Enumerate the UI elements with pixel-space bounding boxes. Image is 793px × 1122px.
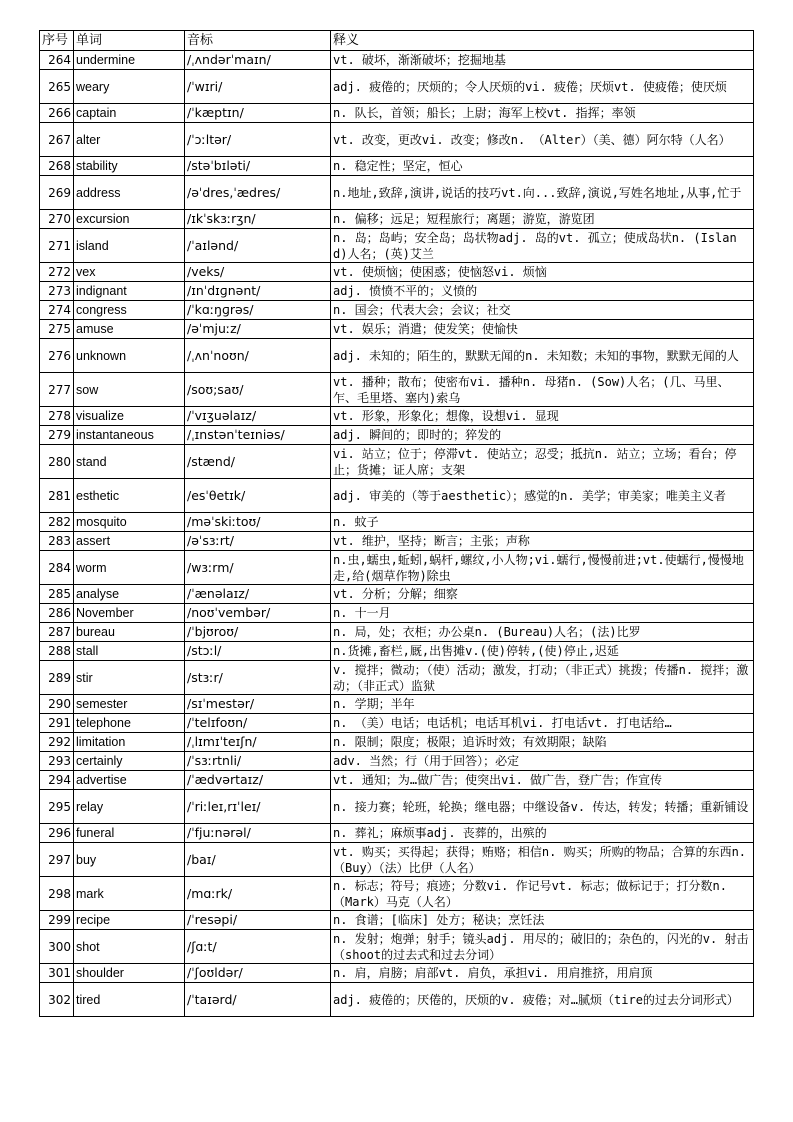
- table-row: [40, 51, 754, 70]
- entry-phonetic: /ˌɪnstənˈteɪniəs/: [185, 426, 331, 445]
- table-row: [40, 771, 754, 790]
- entry-definition: n. 学期；半年: [331, 695, 754, 714]
- table-row: [40, 661, 754, 695]
- header-row: [40, 31, 754, 51]
- entry-definition: n. 限制；限度；极限；追诉时效；有效期限；缺陷: [331, 733, 754, 752]
- entry-phonetic: /ˈɔːltər/: [185, 123, 331, 157]
- entry-definition: n. 国会；代表大会；会议；社交: [331, 301, 754, 320]
- entry-number: 292: [40, 733, 74, 752]
- entry-phonetic: /ˈænəlaɪz/: [185, 585, 331, 604]
- entry-definition: vt. 播种；散布；使密布vi. 播种n. 母猪n. (Sow)人名；(几、马里、乍、毛里塔、塞内)索乌: [331, 373, 754, 407]
- entry-phonetic: /ˈkɑːŋɡrəs/: [185, 301, 331, 320]
- entry-number: 283: [40, 532, 74, 551]
- entry-number: 291: [40, 714, 74, 733]
- entry-number: 278: [40, 407, 74, 426]
- entry-number: 270: [40, 210, 74, 229]
- entry-word: telephone: [74, 714, 185, 733]
- entry-word: relay: [74, 790, 185, 824]
- entry-phonetic: /ˈsɜːrtnli/: [185, 752, 331, 771]
- entry-word: undermine: [74, 51, 185, 70]
- header-definition: 释义: [331, 31, 754, 51]
- entry-definition: vt. 分析；分解；细察: [331, 585, 754, 604]
- entry-definition: vt. 改变，更改vi. 改变；修改n. （Alter）（美、德）阿尔特（人名）: [331, 123, 754, 157]
- entry-phonetic: /ˈwɪri/: [185, 70, 331, 104]
- entry-word: mark: [74, 877, 185, 911]
- entry-number: 264: [40, 51, 74, 70]
- entry-phonetic: /baɪ/: [185, 843, 331, 877]
- entry-definition: vi. 站立；位于；停滞vt. 使站立；忍受；抵抗n. 站立；立场；看台；停止；货摊；证人席；支架: [331, 445, 754, 479]
- entry-word: limitation: [74, 733, 185, 752]
- entry-word: stir: [74, 661, 185, 695]
- entry-word: captain: [74, 104, 185, 123]
- header-word: 单词: [74, 31, 185, 51]
- entry-phonetic: /ɪnˈdɪɡnənt/: [185, 282, 331, 301]
- entry-number: 276: [40, 339, 74, 373]
- entry-phonetic: /sɪˈmestər/: [185, 695, 331, 714]
- entry-definition: adj. 瞬间的；即时的；猝发的: [331, 426, 754, 445]
- entry-definition: n.地址,致辞,演讲,说话的技巧vt.向...致辞,演说,写姓名地址,从事,忙于: [331, 176, 754, 210]
- table-row: [40, 714, 754, 733]
- entry-number: 274: [40, 301, 74, 320]
- table-row: [40, 790, 754, 824]
- entry-definition: adj. 未知的；陌生的，默默无闻的n. 未知数；未知的事物，默默无闻的人: [331, 339, 754, 373]
- entry-word: analyse: [74, 585, 185, 604]
- entry-definition: vt. 破坏，渐渐破坏；挖掘地基: [331, 51, 754, 70]
- table-row: [40, 229, 754, 263]
- entry-phonetic: /noʊˈvembər/: [185, 604, 331, 623]
- entry-phonetic: /stəˈbɪləti/: [185, 157, 331, 176]
- entry-number: 281: [40, 479, 74, 513]
- entry-word: recipe: [74, 911, 185, 930]
- entry-number: 287: [40, 623, 74, 642]
- entry-phonetic: /stænd/: [185, 445, 331, 479]
- entry-phonetic: /ˌʌndərˈmaɪn/: [185, 51, 331, 70]
- entry-phonetic: /ˈædvərtaɪz/: [185, 771, 331, 790]
- entry-definition: vt. 购买；买得起；获得；贿赂；相信n. 购买；所购的物品；合算的东西n. （Buy）（法）比伊（人名）: [331, 843, 754, 877]
- table-row: [40, 263, 754, 282]
- entry-number: 286: [40, 604, 74, 623]
- entry-number: 285: [40, 585, 74, 604]
- entry-word: advertise: [74, 771, 185, 790]
- entry-phonetic: /əˈmjuːz/: [185, 320, 331, 339]
- entry-phonetic: /ɪkˈskɜːrʒn/: [185, 210, 331, 229]
- table-row: [40, 733, 754, 752]
- table-row: [40, 123, 754, 157]
- entry-word: stability: [74, 157, 185, 176]
- entry-number: 288: [40, 642, 74, 661]
- entry-number: 301: [40, 964, 74, 983]
- entry-word: worm: [74, 551, 185, 585]
- table-body: [40, 51, 754, 1017]
- entry-definition: n.虫,蠕虫,蚯蚓,蜗杆,螺纹,小人物;vi.蠕行,慢慢前进;vt.使蠕行,慢慢地走,给(烟草作物)除虫: [331, 551, 754, 585]
- entry-phonetic: /ˈkæptɪn/: [185, 104, 331, 123]
- entry-word: amuse: [74, 320, 185, 339]
- table-row: [40, 585, 754, 604]
- entry-word: shot: [74, 930, 185, 964]
- entry-phonetic: /stɜːr/: [185, 661, 331, 695]
- entry-definition: n. 局，处；衣柜；办公桌n. (Bureau)人名；(法)比罗: [331, 623, 754, 642]
- entry-phonetic: /ˈbjʊroʊ/: [185, 623, 331, 642]
- entry-phonetic: /ˈtaɪərd/: [185, 983, 331, 1017]
- entry-definition: n. 接力赛；轮班，轮换；继电器；中继设备v. 传达，转发；转播；重新铺设: [331, 790, 754, 824]
- entry-phonetic: /ˌʌnˈnoʊn/: [185, 339, 331, 373]
- table-row: [40, 320, 754, 339]
- entry-number: 265: [40, 70, 74, 104]
- entry-phonetic: /əˈdres,ˈædres/: [185, 176, 331, 210]
- table-row: [40, 104, 754, 123]
- entry-definition: n. 稳定性；坚定，恒心: [331, 157, 754, 176]
- table-row: [40, 373, 754, 407]
- entry-number: 297: [40, 843, 74, 877]
- table-row: [40, 301, 754, 320]
- entry-phonetic: /ˈresəpi/: [185, 911, 331, 930]
- entry-word: bureau: [74, 623, 185, 642]
- entry-number: 271: [40, 229, 74, 263]
- entry-phonetic: /stɔːl/: [185, 642, 331, 661]
- entry-number: 296: [40, 824, 74, 843]
- table-row: [40, 176, 754, 210]
- entry-number: 299: [40, 911, 74, 930]
- entry-phonetic: /wɜːrm/: [185, 551, 331, 585]
- entry-number: 272: [40, 263, 74, 282]
- entry-number: 290: [40, 695, 74, 714]
- table-row: [40, 877, 754, 911]
- table-row: [40, 824, 754, 843]
- entry-number: 273: [40, 282, 74, 301]
- table-row: [40, 752, 754, 771]
- entry-definition: n. 肩，肩膀；肩部vt. 肩负，承担vi. 用肩推挤，用肩顶: [331, 964, 754, 983]
- entry-word: certainly: [74, 752, 185, 771]
- entry-phonetic: /ˈfjuːnərəl/: [185, 824, 331, 843]
- entry-phonetic: /ˈtelɪfoʊn/: [185, 714, 331, 733]
- table-row: [40, 551, 754, 585]
- table-row: [40, 695, 754, 714]
- entry-definition: adv. 当然；行（用于回答）；必定: [331, 752, 754, 771]
- entry-definition: v. 搅拌；微动；（使）活动；激发，打动；（非正式）挑拨；传播n. 搅拌；激动；（非正式）监狱: [331, 661, 754, 695]
- entry-definition: adj. 疲倦的；厌倦的，厌烦的v. 疲倦；对…腻烦（tire的过去分词形式）: [331, 983, 754, 1017]
- table-row: [40, 210, 754, 229]
- entry-number: 300: [40, 930, 74, 964]
- table-row: [40, 426, 754, 445]
- entry-number: 266: [40, 104, 74, 123]
- entry-word: congress: [74, 301, 185, 320]
- entry-number: 293: [40, 752, 74, 771]
- entry-definition: vt. 娱乐；消遣；使发笑；使愉快: [331, 320, 754, 339]
- entry-word: unknown: [74, 339, 185, 373]
- header-phonetic: 音标: [185, 31, 331, 51]
- entry-number: 269: [40, 176, 74, 210]
- entry-definition: adj. 愤愤不平的；义愤的: [331, 282, 754, 301]
- entry-word: buy: [74, 843, 185, 877]
- entry-number: 295: [40, 790, 74, 824]
- entry-word: stand: [74, 445, 185, 479]
- table-row: [40, 930, 754, 964]
- entry-definition: adj. 审美的（等于aesthetic）；感觉的n. 美学；审美家；唯美主义者: [331, 479, 754, 513]
- entry-definition: vt. 维护，坚持；断言；主张；声称: [331, 532, 754, 551]
- entry-definition: n. 十一月: [331, 604, 754, 623]
- entry-phonetic: /soʊ;saʊ/: [185, 373, 331, 407]
- entry-word: indignant: [74, 282, 185, 301]
- entry-number: 298: [40, 877, 74, 911]
- entry-number: 284: [40, 551, 74, 585]
- entry-definition: n. 葬礼；麻烦事adj. 丧葬的，出殡的: [331, 824, 754, 843]
- table-row: [40, 282, 754, 301]
- entry-number: 294: [40, 771, 74, 790]
- table-row: [40, 339, 754, 373]
- entry-phonetic: /ˈaɪlənd/: [185, 229, 331, 263]
- entry-word: semester: [74, 695, 185, 714]
- entry-definition: n. （美）电话；电话机；电话耳机vi. 打电话vt. 打电话给…: [331, 714, 754, 733]
- entry-definition: adj. 疲倦的；厌烦的；令人厌烦的vi. 疲倦；厌烦vt. 使疲倦；使厌烦: [331, 70, 754, 104]
- table-row: [40, 964, 754, 983]
- entry-word: esthetic: [74, 479, 185, 513]
- entry-word: assert: [74, 532, 185, 551]
- entry-phonetic: /ˈvɪʒuəlaɪz/: [185, 407, 331, 426]
- table-row: [40, 843, 754, 877]
- entry-word: visualize: [74, 407, 185, 426]
- entry-word: funeral: [74, 824, 185, 843]
- entry-number: 275: [40, 320, 74, 339]
- entry-definition: n. 食谱；[临床] 处方；秘诀；烹饪法: [331, 911, 754, 930]
- entry-phonetic: /ʃɑːt/: [185, 930, 331, 964]
- entry-word: excursion: [74, 210, 185, 229]
- entry-phonetic: /ˈʃoʊldər/: [185, 964, 331, 983]
- entry-word: stall: [74, 642, 185, 661]
- entry-phonetic: /əˈsɜːrt/: [185, 532, 331, 551]
- entry-word: sow: [74, 373, 185, 407]
- entry-number: 268: [40, 157, 74, 176]
- entry-phonetic: /məˈskiːtoʊ/: [185, 513, 331, 532]
- entry-number: 279: [40, 426, 74, 445]
- entry-definition: vt. 通知；为…做广告；使突出vi. 做广告，登广告；作宣传: [331, 771, 754, 790]
- entry-word: island: [74, 229, 185, 263]
- entry-definition: n. 岛；岛屿；安全岛；岛状物adj. 岛的vt. 孤立；使成岛状n. (Island)人名；(英)艾兰: [331, 229, 754, 263]
- table-row: [40, 513, 754, 532]
- table-row: [40, 157, 754, 176]
- entry-phonetic: /ˈriːleɪ,rɪˈleɪ/: [185, 790, 331, 824]
- table-row: [40, 983, 754, 1017]
- table-row: [40, 479, 754, 513]
- entry-word: vex: [74, 263, 185, 282]
- header-index: 序号: [40, 31, 74, 51]
- table-row: [40, 70, 754, 104]
- entry-definition: n. 偏移；远足；短程旅行；离题；游览，游览团: [331, 210, 754, 229]
- entry-number: 302: [40, 983, 74, 1017]
- entry-definition: n. 发射；炮弹；射手；镜头adj. 用尽的；破旧的；杂色的，闪光的v. 射击（shoot的过去式和过去分词）: [331, 930, 754, 964]
- table-row: [40, 623, 754, 642]
- entry-phonetic: /ˌlɪmɪˈteɪʃn/: [185, 733, 331, 752]
- table-row: [40, 911, 754, 930]
- entry-definition: vt. 形象，形象化；想像，设想vi. 显现: [331, 407, 754, 426]
- entry-definition: vt. 使烦恼；使困惑；使恼怒vi. 烦恼: [331, 263, 754, 282]
- entry-word: mosquito: [74, 513, 185, 532]
- entry-phonetic: /veks/: [185, 263, 331, 282]
- table-row: [40, 407, 754, 426]
- entry-number: 280: [40, 445, 74, 479]
- entry-phonetic: /mɑːrk/: [185, 877, 331, 911]
- entry-definition: n.货摊,畜栏,厩,出售摊v.(使)停转,(使)停止,迟延: [331, 642, 754, 661]
- table-row: [40, 445, 754, 479]
- entry-word: shoulder: [74, 964, 185, 983]
- entry-phonetic: /esˈθetɪk/: [185, 479, 331, 513]
- table-row: [40, 532, 754, 551]
- entry-definition: n. 标志；符号；痕迹；分数vi. 作记号vt. 标志；做标记于；打分数n. （Mark）马克（人名）: [331, 877, 754, 911]
- table-row: [40, 642, 754, 661]
- entry-number: 289: [40, 661, 74, 695]
- entry-number: 277: [40, 373, 74, 407]
- entry-word: address: [74, 176, 185, 210]
- entry-number: 282: [40, 513, 74, 532]
- entry-word: alter: [74, 123, 185, 157]
- entry-word: instantaneous: [74, 426, 185, 445]
- entry-word: tired: [74, 983, 185, 1017]
- table-row: [40, 604, 754, 623]
- entry-word: November: [74, 604, 185, 623]
- entry-definition: n. 蚊子: [331, 513, 754, 532]
- entry-word: weary: [74, 70, 185, 104]
- vocabulary-table: [39, 30, 754, 1017]
- entry-definition: n. 队长，首领；船长；上尉；海军上校vt. 指挥；率领: [331, 104, 754, 123]
- entry-number: 267: [40, 123, 74, 157]
